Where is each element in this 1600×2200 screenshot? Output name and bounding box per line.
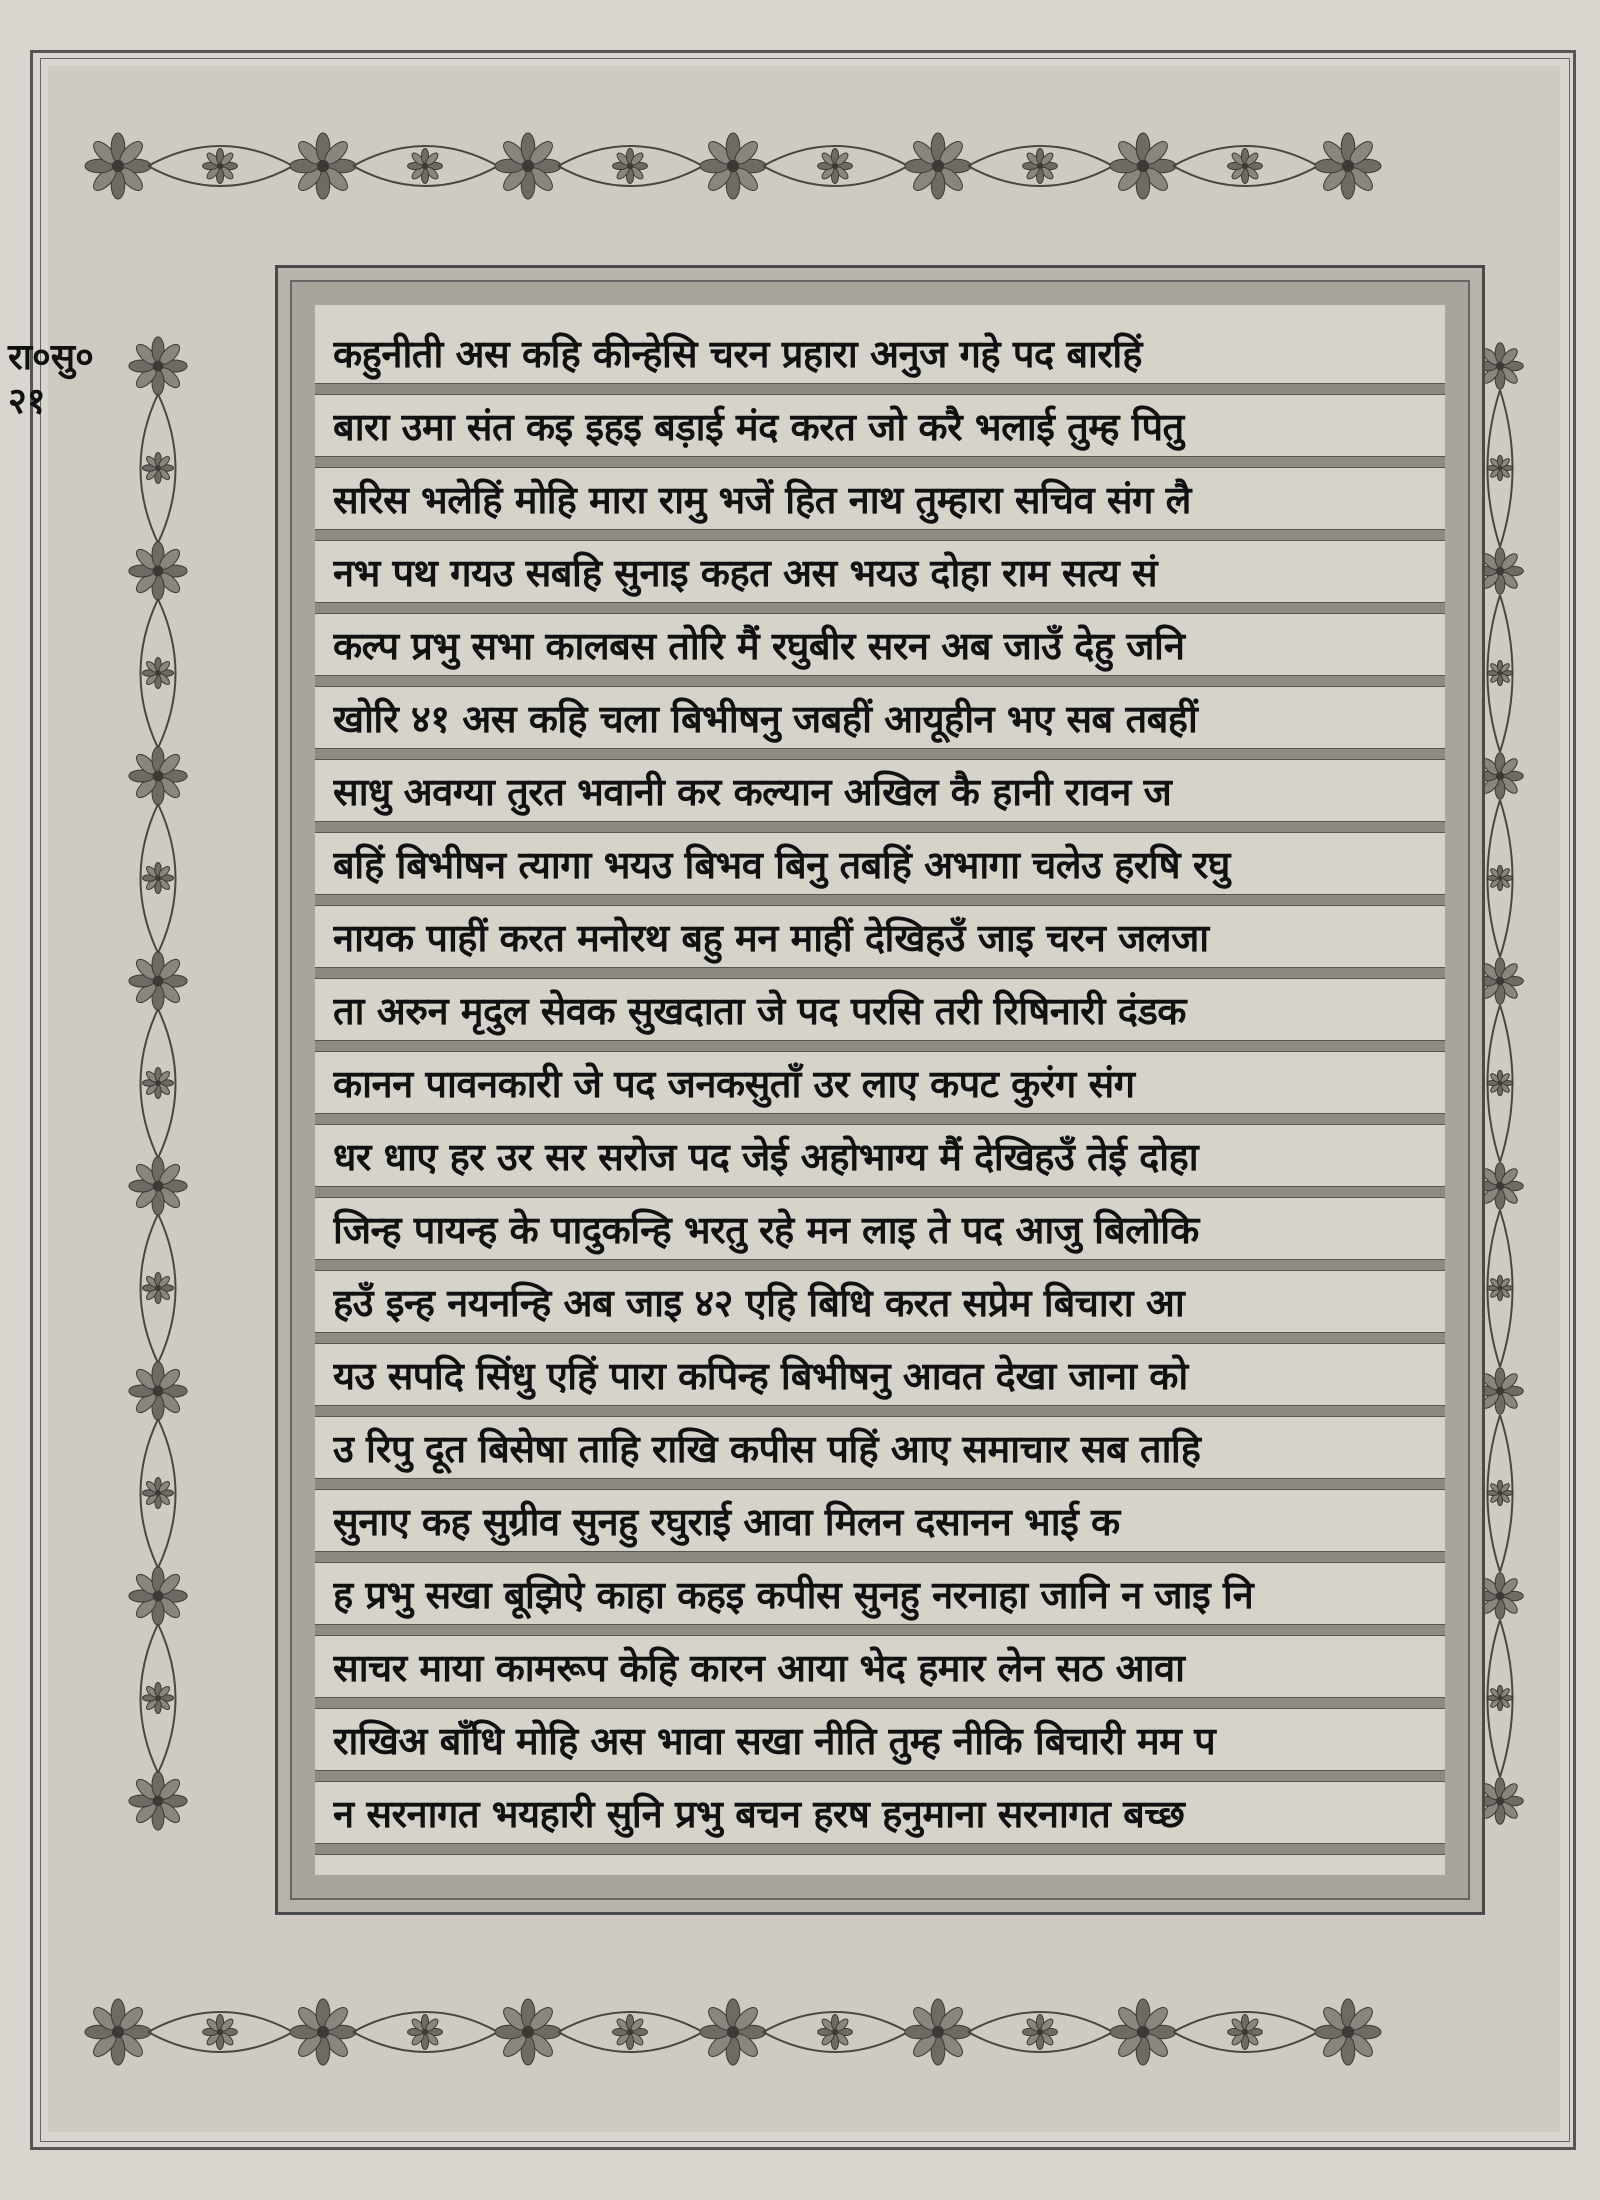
text-line: जिन्ह पायन्ह के पादुकन्हि भरतु रहे मन लाइ ते पद आजु बिलोकि [333, 1207, 1199, 1252]
rosette-ornament [1023, 2015, 1058, 2050]
rosette-ornament [290, 133, 356, 199]
rosette-ornament [142, 657, 173, 688]
rosette-ornament [203, 2015, 238, 2050]
margin-annotation [8, 335, 94, 423]
rosette-ornament [142, 1682, 173, 1713]
text-line: साधु अवग्या तुरत भवानी कर कल्यान अखिल कै हानी रावन ज [333, 769, 1172, 814]
rosette-ornament [129, 542, 187, 600]
text-line: नायक पाहीं करत मनोरथ बहु मन माहीं देखिहउँ जाइ चरन जलजा [333, 915, 1209, 960]
line-rule [315, 894, 1445, 906]
line-rule [315, 1259, 1445, 1271]
rosette-ornament [1023, 149, 1058, 184]
line-rule [315, 1551, 1445, 1563]
rosette-ornament [700, 133, 766, 199]
rosette-ornament [142, 1272, 173, 1303]
line-rule [315, 1770, 1445, 1782]
line-rule [315, 1697, 1445, 1709]
text-line: साचर माया कामरूप केहि कारन आया भेद हमार लेन सठ आवा [333, 1645, 1185, 1690]
text-line: बारा उमा संत कइ इहइ बड़ाई मंद करत जो करै भलाई तुम्ह पितु [333, 404, 1184, 449]
rosette-ornament [408, 2015, 443, 2050]
rosette-ornament [129, 1362, 187, 1420]
text-line: खोरि ४१ अस कहि चला बिभीषनु जबहीं आयूहीन भए सब तबहीं [333, 696, 1198, 741]
line-rule [315, 1113, 1445, 1125]
rosette-ornament [613, 149, 648, 184]
rosette-ornament [1487, 1275, 1512, 1300]
rosette-ornament [1315, 1999, 1381, 2065]
line-rule [315, 748, 1445, 760]
text-line: हउँ इन्ह नयनन्हि अब जाइ ४२ एहि बिधि करत सप्रेम बिचारा आ [333, 1280, 1185, 1325]
line-rule [315, 1405, 1445, 1417]
text-line: कल्प प्रभु सभा कालबस तोरि मैं रघुबीर सरन अब जाउँ देहु जनि [333, 623, 1185, 668]
rosette-ornament [613, 2015, 648, 2050]
rosette-ornament [818, 2015, 853, 2050]
line-rule [315, 675, 1445, 687]
rosette-ornament [495, 133, 561, 199]
rosette-ornament [85, 1999, 151, 2065]
rosette-ornament [129, 747, 187, 805]
rosette-ornament [1228, 149, 1263, 184]
text-line: कानन पावनकारी जे पद जनकसुताँ उर लाए कपट कुरंग संग [333, 1061, 1135, 1106]
rosette-ornament [495, 1999, 561, 2065]
text-line: नभ पथ गयउ सबहि सुनाइ कहत अस भयउ दोहा राम सत्य सं [333, 550, 1158, 595]
line-rule [315, 967, 1445, 979]
rosette-ornament [142, 452, 173, 483]
text-line: धर धाए हर उर सर सरोज पद जेई अहोभाग्य मैं देखिहउँ तेई दोहा [333, 1134, 1199, 1179]
rosette-ornament [129, 337, 187, 395]
rosette-ornament [1487, 865, 1512, 890]
line-rule [315, 1332, 1445, 1344]
rosette-ornament [129, 1157, 187, 1215]
rosette-ornament [129, 1772, 187, 1830]
text-line: यउ सपदि सिंधु एहिं पारा कपिन्ह बिभीषनु आवत देखा जाना को [333, 1353, 1188, 1398]
line-rule [315, 602, 1445, 614]
text-line: न सरनागत भयहारी सुनि प्रभु बचन हरष हनुमाना सरनागत बच्छ [333, 1791, 1185, 1836]
text-line: सुनाए कह सुग्रीव सुनहु रघुराई आवा मिलन दसानन भाई क [333, 1499, 1120, 1544]
rosette-ornament [129, 1567, 187, 1625]
rosette-ornament [142, 862, 173, 893]
rosette-ornament [142, 1067, 173, 1098]
rosette-ornament [1110, 133, 1176, 199]
text-line: कहुनीती अस कहि कीन्हेसि चरन प्रहारा अनुज गहे पद बारहिं [333, 331, 1142, 376]
rosette-ornament [1315, 133, 1381, 199]
line-rule [315, 1843, 1445, 1855]
line-rule [315, 1478, 1445, 1490]
rosette-ornament [203, 149, 238, 184]
rosette-ornament [1487, 1480, 1512, 1505]
rosette-ornament [1487, 660, 1512, 685]
rosette-ornament [1487, 1070, 1512, 1095]
rosette-ornament [905, 1999, 971, 2065]
rosette-ornament [129, 952, 187, 1010]
rosette-ornament [818, 149, 853, 184]
rosette-ornament [1228, 2015, 1263, 2050]
rosette-ornament [700, 1999, 766, 2065]
text-panel [315, 305, 1445, 1875]
rosette-ornament [1487, 455, 1512, 480]
rosette-ornament [85, 133, 151, 199]
text-line: ता अरुन मृदुल सेवक सुखदाता जे पद परसि तरी रिषिनारी दंडक [333, 988, 1186, 1033]
line-rule [315, 1040, 1445, 1052]
line-rule [315, 383, 1445, 395]
text-line: उ रिपु दूत बिसेषा ताहि राखि कपीस पहिं आए समाचार सब ताहि [333, 1426, 1201, 1471]
text-line: ह प्रभु सखा बूझिऐ काहा कहइ कपीस सुनहु नरनाहा जानि न जाइ नि [333, 1572, 1254, 1617]
rosette-ornament [1110, 1999, 1176, 2065]
line-rule [315, 1186, 1445, 1198]
rosette-ornament [1487, 1685, 1512, 1710]
text-line: बहिं बिभीषन त्यागा भयउ बिभव बिनु तबहिं अभागा चलेउ हरषि रघु [333, 842, 1230, 887]
line-rule [315, 529, 1445, 541]
rosette-ornament [408, 149, 443, 184]
margin-folio-number: २१ [8, 380, 46, 422]
rosette-ornament [290, 1999, 356, 2065]
rosette-ornament [142, 1477, 173, 1508]
rosette-ornament [905, 133, 971, 199]
line-rule [315, 821, 1445, 833]
line-rule [315, 1624, 1445, 1636]
text-line: सरिस भलेहिं मोहि मारा रामु भजें हित नाथ तुम्हारा सचिव संग लै [333, 477, 1191, 522]
text-line: राखिअ बाँधि मोहि अस भावा सखा नीति तुम्ह नीकि बिचारी मम प [333, 1718, 1216, 1763]
margin-kanda-label: रा०सु० [8, 336, 94, 378]
line-rule [315, 456, 1445, 468]
